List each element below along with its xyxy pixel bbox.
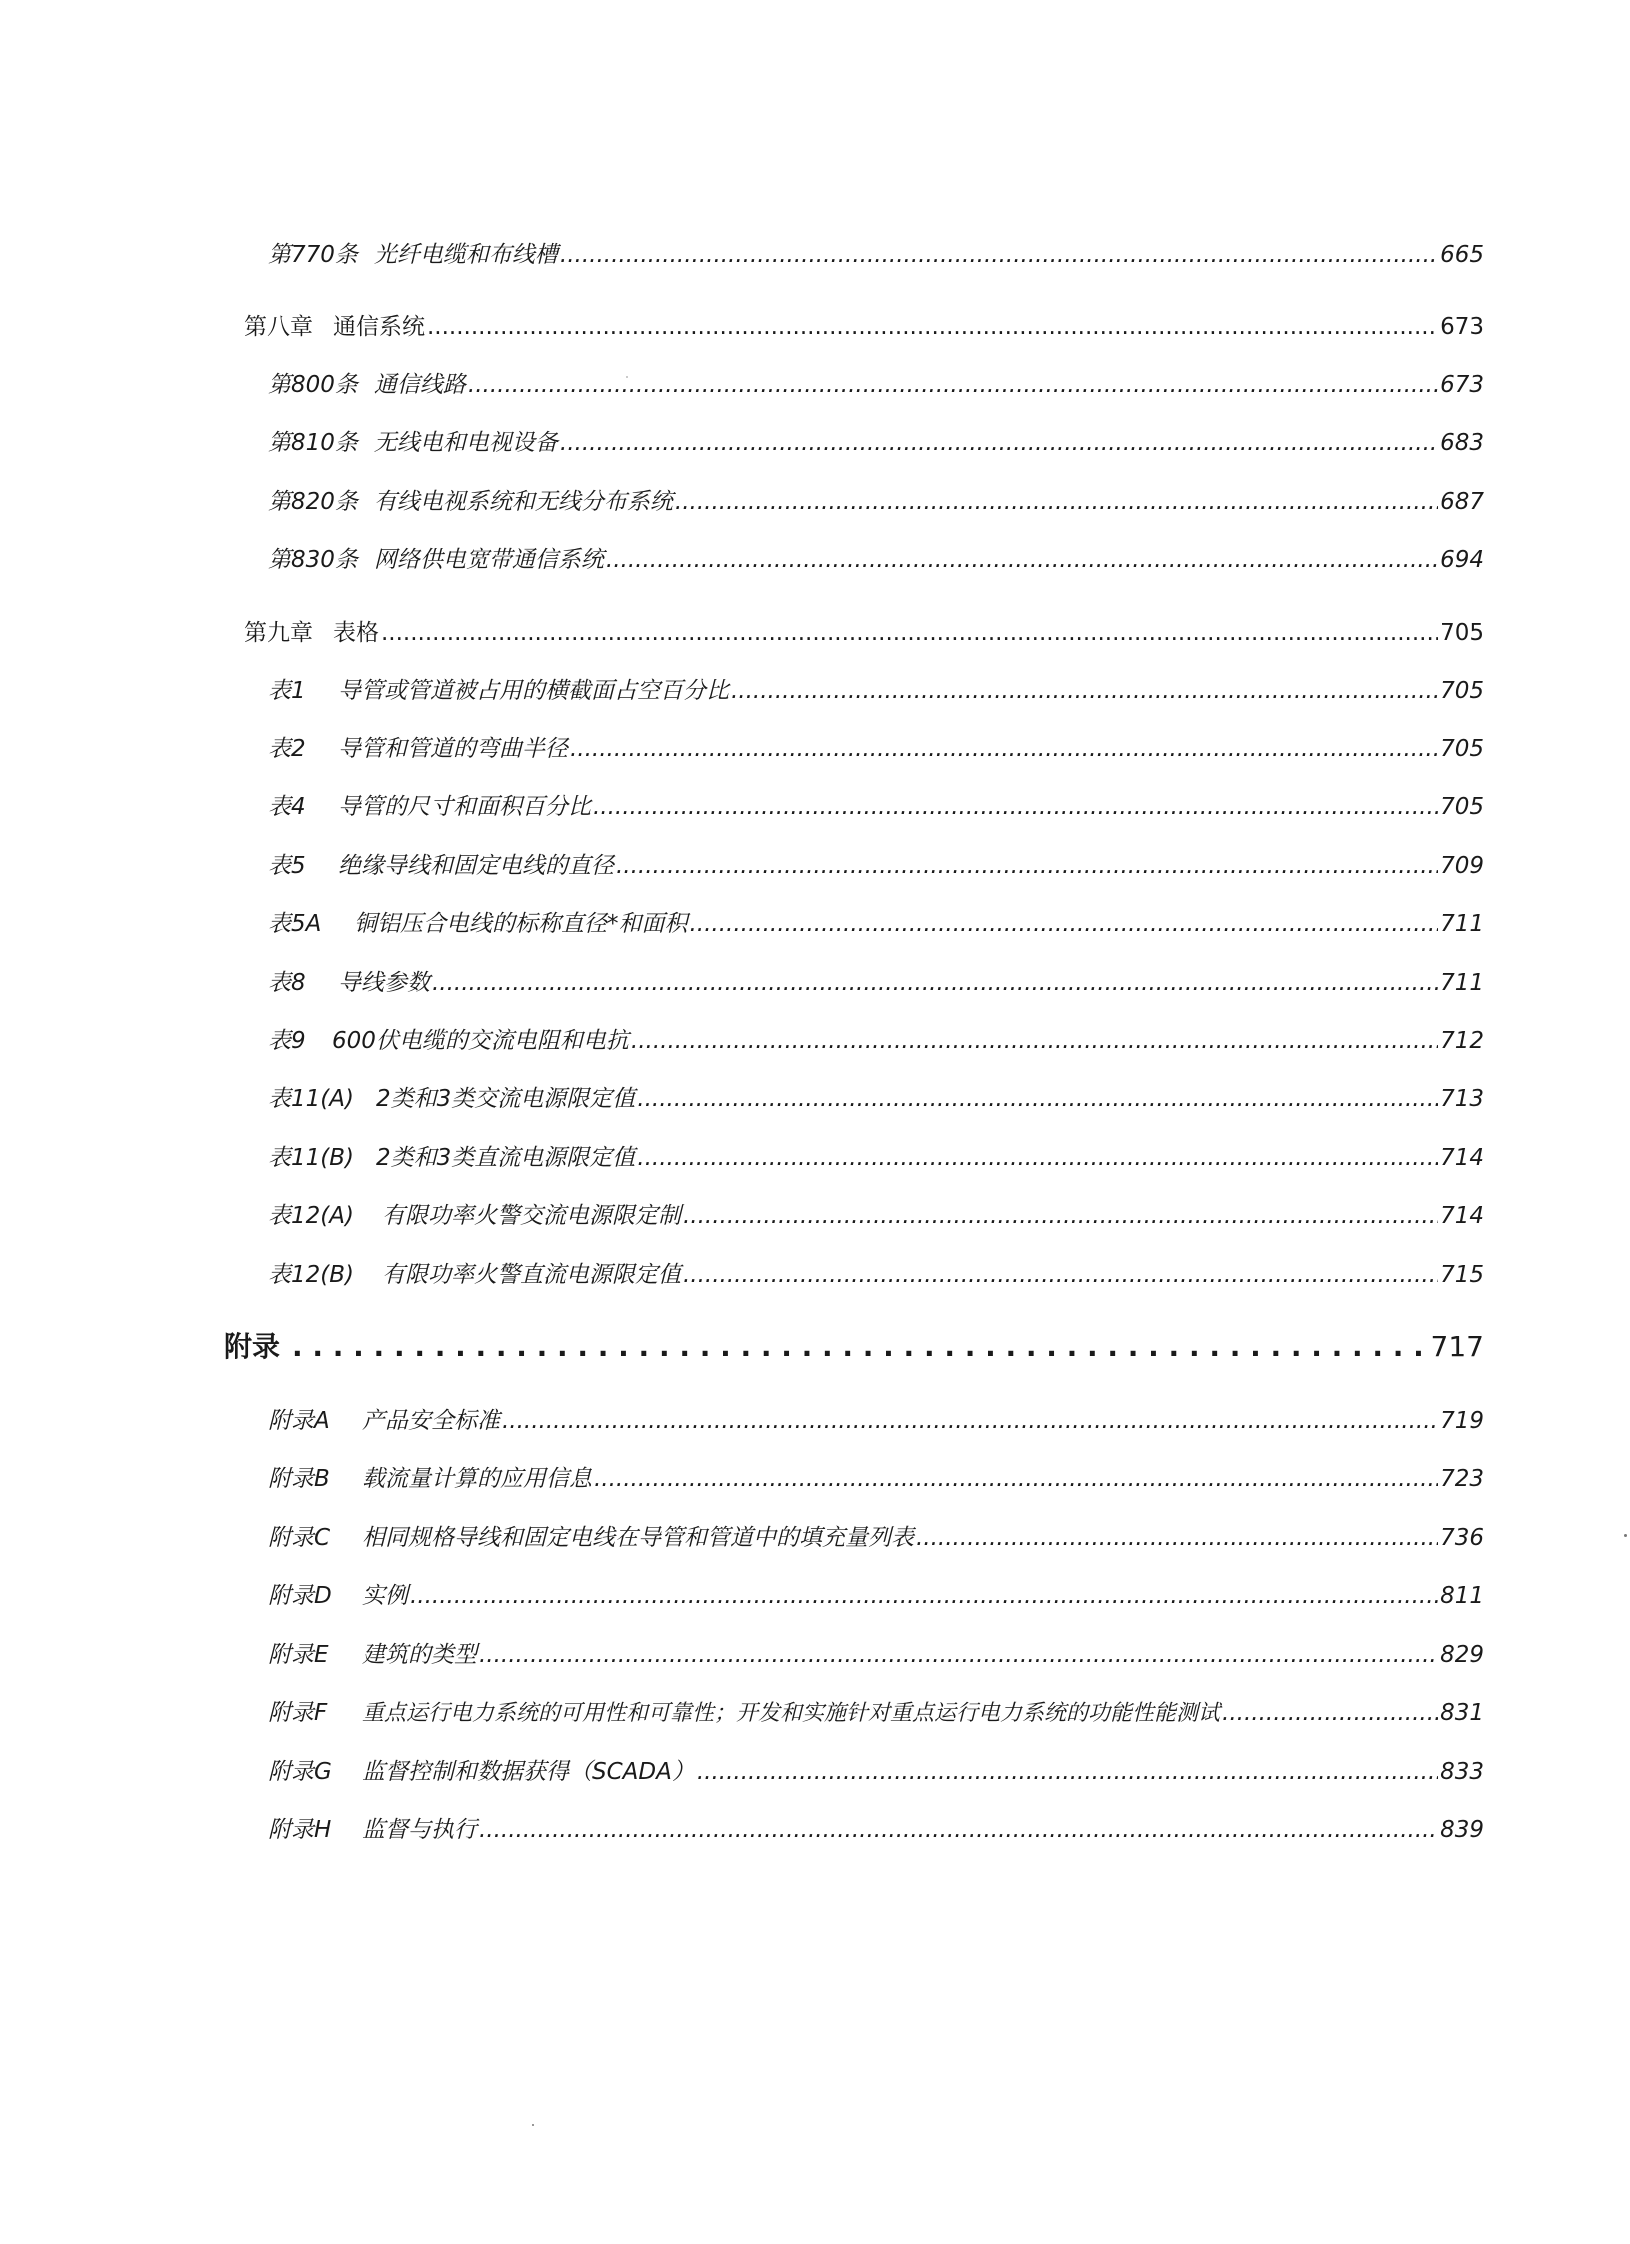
toc-entry-810[interactable] (268, 424, 1484, 457)
dot-leader (690, 911, 1439, 937)
entry-page-number: 723 (1440, 1466, 1484, 1492)
entry-number: 表2 (268, 736, 306, 762)
entry-page-number: 712 (1440, 1028, 1484, 1054)
entry-number: 第830条 (268, 547, 358, 573)
entry-number: 第800条 (268, 372, 358, 398)
dot-leader (427, 314, 1438, 340)
entry-number: 表1 (268, 678, 306, 704)
entry-page-number: 687 (1440, 489, 1484, 515)
entry-number: 表9 (268, 1028, 306, 1054)
toc-entry-table-4[interactable] (268, 788, 1484, 821)
entry-title: 光纤电缆和布线槽 (373, 242, 558, 268)
entry-title: 通信线路 (373, 372, 466, 398)
entry-title: 导线参数 (338, 970, 430, 996)
entry-number: 表11(B) (268, 1145, 354, 1171)
entry-title: 导管的尺寸和面积百分比 (338, 794, 591, 820)
entry-page-number: 719 (1440, 1408, 1484, 1434)
toc-entry-770[interactable] (268, 236, 1484, 269)
dot-leader (683, 1203, 1438, 1229)
dot-leader (731, 678, 1438, 704)
dot-leader (502, 1408, 1438, 1434)
toc-entry-table-12a[interactable] (268, 1197, 1484, 1230)
entry-title: 监督控制和数据获得（SCADA） (362, 1759, 695, 1785)
entry-title: 重点运行电力系统的可用性和可靠性；开发和实施针对重点运行电力系统的功能性能测试 (362, 1701, 1221, 1726)
entry-number: 附录C (268, 1525, 331, 1551)
chapter-page-number: 705 (1440, 620, 1484, 646)
entry-number: 表5 (268, 853, 306, 879)
toc-entry-appendix-g[interactable] (268, 1753, 1484, 1786)
entry-page-number: 839 (1440, 1817, 1484, 1843)
entry-title: 600伏电缆的交流电阻和电抗 (332, 1028, 629, 1054)
toc-entry-appendix-e[interactable] (268, 1636, 1484, 1669)
entry-number: 附录F (268, 1700, 328, 1726)
toc-entry-table-1[interactable] (268, 672, 1484, 705)
dot-leader (468, 372, 1438, 398)
entry-number: 表8 (268, 970, 306, 996)
toc-entry-appendix-f[interactable] (268, 1694, 1484, 1727)
entry-title: 2类和3类交流电源限定值 (376, 1086, 636, 1112)
entry-page-number: 833 (1440, 1759, 1484, 1785)
entry-page-number: 714 (1440, 1145, 1484, 1171)
toc-entry-table-8[interactable] (268, 964, 1484, 997)
entry-page-number: 713 (1440, 1086, 1484, 1112)
toc-entry-table-9[interactable] (268, 1022, 1484, 1055)
toc-entry-830[interactable] (268, 541, 1484, 574)
chapter-number: 第八章 (244, 314, 313, 340)
dot-leader (570, 736, 1438, 762)
entry-page-number: 714 (1440, 1203, 1484, 1229)
chapter-title: 表格 (333, 620, 379, 646)
entry-number: 附录G (268, 1759, 332, 1785)
entry-title: 有限功率火警交流电源限定制 (382, 1203, 681, 1229)
part-page-number: 717 (1430, 1330, 1484, 1363)
dot-leader (410, 1583, 1438, 1609)
toc-entry-appendix-a[interactable] (268, 1402, 1484, 1435)
entry-page-number: 673 (1440, 372, 1484, 398)
entry-number: 表4 (268, 794, 306, 820)
dot-leader (637, 1145, 1438, 1171)
entry-title: 有线电视系统和无线分布系统 (373, 489, 673, 515)
entry-title: 监督与执行 (362, 1817, 477, 1843)
dot-leader (916, 1525, 1438, 1551)
dot-leader (560, 430, 1438, 456)
entry-number: 表12(B) (268, 1262, 354, 1288)
dot-leader (594, 1466, 1438, 1492)
scan-speck (532, 2124, 534, 2126)
entry-number: 第820条 (268, 489, 358, 515)
entry-number: 表5A (268, 911, 322, 937)
entry-number: 附录H (268, 1817, 332, 1843)
entry-number: 附录D (268, 1583, 332, 1609)
scan-speck (626, 376, 628, 378)
entry-title: 铜铝压合电线的标称直径*和面积 (354, 911, 688, 937)
toc-entry-table-12b[interactable] (268, 1256, 1484, 1289)
dot-leader (479, 1817, 1438, 1843)
toc-entry-table-11a[interactable] (268, 1080, 1484, 1113)
scan-speck (1624, 1534, 1627, 1537)
entry-page-number: 709 (1440, 853, 1484, 879)
entry-page-number: 736 (1440, 1525, 1484, 1551)
entry-title: 相同规格导线和固定电线在导管和管道中的填充量列表 (362, 1525, 914, 1551)
dot-leader (479, 1642, 1438, 1668)
entry-page-number: 831 (1440, 1700, 1484, 1726)
part-title: 附录 (224, 1330, 281, 1363)
entry-page-number: 811 (1440, 1583, 1484, 1609)
dot-leader (616, 853, 1438, 879)
dot-leader (560, 242, 1438, 268)
entry-title: 网络供电宽带通信系统 (373, 547, 604, 573)
entry-title: 2类和3类直流电源限定值 (376, 1145, 636, 1171)
dot-leader (292, 1330, 1429, 1363)
dot-leader (1222, 1700, 1438, 1726)
chapter-page-number: 673 (1440, 314, 1484, 340)
toc-chapter-9[interactable] (244, 614, 1484, 647)
chapter-title: 通信系统 (333, 314, 425, 340)
entry-page-number: 711 (1440, 911, 1484, 937)
dot-leader (381, 620, 1438, 646)
entry-title: 产品安全标准 (362, 1408, 500, 1434)
dot-leader (631, 1028, 1438, 1054)
entry-title: 导管和管道的弯曲半径 (338, 736, 568, 762)
entry-title: 无线电和电视设备 (373, 430, 558, 456)
chapter-number: 第九章 (244, 620, 313, 646)
toc-entry-800[interactable] (268, 366, 1484, 399)
entry-page-number: 683 (1440, 430, 1484, 456)
entry-page-number: 711 (1440, 970, 1484, 996)
entry-page-number: 829 (1440, 1642, 1484, 1668)
entry-number: 第810条 (268, 430, 358, 456)
entry-title: 绝缘导线和固定电线的直径 (338, 853, 614, 879)
entry-page-number: 694 (1440, 547, 1484, 573)
dot-leader (675, 489, 1438, 515)
toc-entry-appendix-h[interactable] (268, 1811, 1484, 1844)
entry-title: 载流量计算的应用信息 (362, 1466, 592, 1492)
toc-entry-table-5a[interactable] (268, 905, 1484, 938)
entry-page-number: 705 (1440, 736, 1484, 762)
entry-title: 导管或管道被占用的横截面占空百分比 (338, 678, 729, 704)
entry-title: 实例 (362, 1583, 408, 1609)
dot-leader (593, 794, 1438, 820)
entry-number: 第770条 (268, 242, 358, 268)
toc-entry-appendix-d[interactable] (268, 1577, 1484, 1610)
entry-title: 有限功率火警直流电源限定值 (382, 1262, 681, 1288)
entry-page-number: 705 (1440, 678, 1484, 704)
toc-part-appendix[interactable] (224, 1325, 1484, 1365)
dot-leader (432, 970, 1438, 996)
entry-number: 表12(A) (268, 1203, 354, 1229)
entry-page-number: 705 (1440, 794, 1484, 820)
dot-leader (683, 1262, 1438, 1288)
entry-number: 附录A (268, 1408, 330, 1434)
entry-page-number: 715 (1440, 1262, 1484, 1288)
toc-entry-table-11b[interactable] (268, 1139, 1484, 1172)
toc-chapter-8[interactable] (244, 308, 1484, 341)
entry-number: 附录E (268, 1642, 329, 1668)
entry-title: 建筑的类型 (362, 1642, 477, 1668)
toc-entry-820[interactable] (268, 483, 1484, 516)
toc-entry-appendix-b[interactable] (268, 1460, 1484, 1493)
toc-entry-appendix-c[interactable] (268, 1519, 1484, 1552)
entry-number: 表11(A) (268, 1086, 354, 1112)
entry-number: 附录B (268, 1466, 330, 1492)
toc-entry-table-5[interactable] (268, 847, 1484, 880)
toc-entry-table-2[interactable] (268, 730, 1484, 763)
entry-page-number: 665 (1440, 242, 1484, 268)
dot-leader (606, 547, 1438, 573)
dot-leader (637, 1086, 1438, 1112)
dot-leader (697, 1759, 1438, 1785)
